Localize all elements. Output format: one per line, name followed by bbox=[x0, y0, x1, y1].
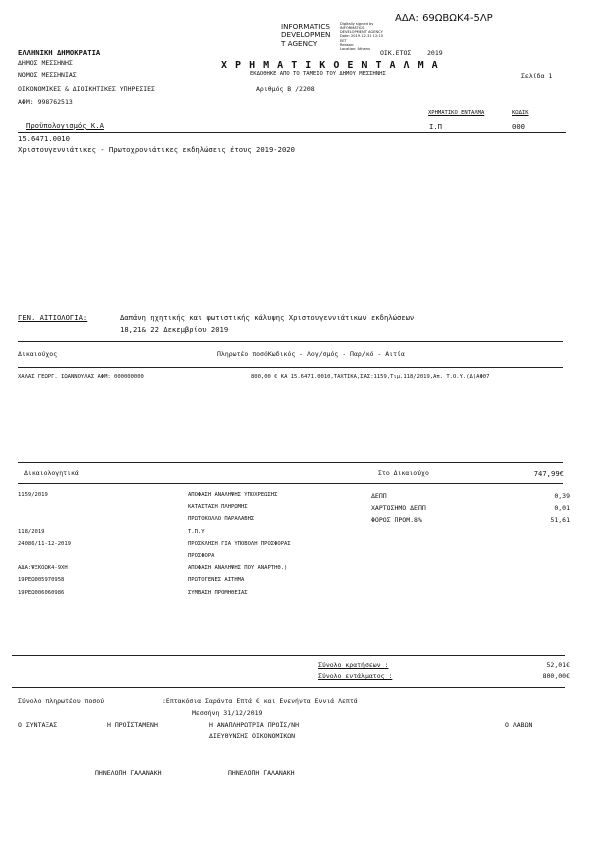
aitiologia-line-2: 18,21& 22 Δεκεμβρίου 2019 bbox=[120, 325, 229, 334]
deduction-label: ΔΕΠΠ bbox=[371, 492, 387, 500]
sig-line: Reason: bbox=[340, 42, 355, 47]
sig-line: Location: Athens bbox=[340, 46, 370, 51]
signatory-name-2: ΠΗΝΕΛΟΠΗ ΓΑΛΑΝΑΚΗ bbox=[228, 769, 295, 777]
logo-line-3: T AGENCY bbox=[281, 38, 318, 48]
deduction-value: 51,61 bbox=[550, 516, 570, 524]
budget-col1-value: Ι.Π bbox=[429, 122, 442, 131]
aitiologia-label: ΓΕΝ. ΑΙΤΙΟΛΟΓΙΑ: bbox=[18, 313, 88, 322]
payee-amount-details: 800,00 € ΚΑ 15.6471.0010,ΤΑΧΤΙΚΑ,ΣΑΣ:1159,Τιμ.118/2019,Απ. Τ.Ο.Υ.(Δ)ΑΦ07 bbox=[251, 374, 490, 380]
republic-title: ΕΛΛΗΝΙΚΗ ΔΗΜΟΚΡΑΤΙΑ bbox=[18, 48, 101, 57]
deduction-label: ΦΟΡΟΣ ΠΡΟΜ.8% bbox=[371, 516, 422, 524]
divider bbox=[12, 655, 565, 656]
warrant-total-label: Σύνολο εντάλματος : bbox=[318, 672, 393, 680]
place-date: Μεσσήνη 31/12/2019 bbox=[192, 709, 263, 717]
docs-header: Δικαιολογητικά bbox=[24, 469, 79, 477]
issued-by: ΕΚΔΟΘΗΚΕ ΑΠΟ ΤΟ ΤΑΜΕΙΟ ΤΟΥ ΔΗΜΟΥ ΜΕΣΣΗΝΗΣ bbox=[250, 71, 386, 77]
logo-line-1: INFORMATICS bbox=[281, 22, 330, 31]
divider bbox=[18, 483, 563, 484]
divider bbox=[18, 341, 563, 342]
fiscal-year-value: 2019 bbox=[427, 49, 443, 57]
sig-line: EET bbox=[340, 38, 347, 43]
services: ΟΙΚΟΝΟΜΙΚΕΣ & ΔΙΟΙΚΗΤΙΚΕΣ ΥΠΗΡΕΣΙΕΣ bbox=[18, 85, 155, 93]
page-number: Σελίδα 1 bbox=[521, 72, 553, 80]
doc-ref: ΑΔΑ:ΨΞΚΟΩΚ4-9ΧΗ bbox=[18, 565, 68, 571]
doc-ref: 19ΡΕΩ006060986 bbox=[18, 590, 65, 596]
doc-type: ΚΑΤΑΣΤΑΣΗ ΠΛΗΡΩΜΗΣ bbox=[188, 504, 248, 510]
divider bbox=[18, 132, 566, 133]
fiscal-year-label: ΟΙΚ.ΕΤΟΣ bbox=[380, 49, 412, 57]
deductions-total-label: Σύνολο κρατήσεων : bbox=[318, 661, 389, 669]
ada-code: ΑΔΑ: 69ΩΒΩΚ4-5ΛΡ bbox=[395, 13, 493, 24]
head-title: Η ΠΡΟΪΣΤΑΜΕΝΗ bbox=[107, 721, 158, 729]
finance-directorate: ΔΙΕΥΘΥΝΣΗΣ ΟΙΚΟΝΟΜΙΚΩΝ bbox=[209, 732, 296, 740]
signature-logo bbox=[281, 23, 330, 48]
doc-ref: 24086/11-12-2019 bbox=[18, 541, 71, 547]
doc-type: ΠΡΟΣΦΟΡΑ bbox=[188, 553, 215, 559]
municipality: ΔΗΜΟΣ ΜΕΣΣΗΝΗΣ bbox=[18, 59, 73, 67]
doc-type: ΠΡΩΤΟΚΟΛΛΟ ΠΑΡΑΛΑΒΗΣ bbox=[188, 516, 255, 522]
document-number: Αριθμός Β /2208 bbox=[256, 85, 315, 93]
compiler-title: Ο ΣΥΝΤΑΞΑΣ bbox=[18, 721, 58, 729]
prefecture: ΝΟΜΟΣ ΜΕΣΣΗΝΙΑΣ bbox=[18, 71, 77, 79]
afm: ΑΦΜ: 998762513 bbox=[18, 98, 73, 106]
amount-words-value: :Επτακόσια Σαράντα Επτά € και Ενενήντα Εννιά Λεπτά bbox=[162, 697, 358, 705]
divider bbox=[18, 367, 563, 368]
budget-label: Προϋπολογισμός Κ.Α bbox=[26, 121, 104, 130]
col-header-entalma: ΧΡΗΜΑΤΙΚΟ ΕΝΤΑΛΜΑ bbox=[428, 110, 485, 116]
to-payee-amount: 747,99€ bbox=[533, 469, 564, 478]
warrant-total-value: 800,00€ bbox=[542, 672, 570, 680]
deputy-head-title: Η ΑΝΑΠΛΗΡΩΤΡΙΑ ΠΡΟΪΣ/ΝΗ bbox=[209, 721, 300, 729]
sig-line: Digitally signed by bbox=[340, 22, 374, 26]
doc-type: ΠΡΟΣΚΛΗΣΗ ΓΙΑ ΥΠΟΒΟΛΗ ΠΡΟΣΦΟΡΑΣ bbox=[188, 541, 291, 547]
deduction-value: 0,01 bbox=[554, 504, 570, 512]
doc-type: ΑΠΟΦΑΣΗ ΑΝΑΛΗΨΗΣ ΠΟΥ ΑΝΑΡΤΗΘ.) bbox=[188, 565, 288, 571]
sig-line: Date: 2019.12.31 12:15 bbox=[340, 34, 384, 39]
doc-type: ΣΥΜΒΑΣΗ ΠΡΟΜΗΘΕΙΑΣ bbox=[188, 590, 248, 596]
sig-line: DEVELOPMENT AGENCY bbox=[340, 30, 383, 35]
budget-code: 15.6471.0010 bbox=[18, 134, 70, 143]
to-payee-label: Στο Δικαιούχο bbox=[378, 469, 429, 477]
col-header-kodik: ΚΩΔΙΚ bbox=[512, 110, 529, 116]
recipient-title: Ο ΛΑΒΩΝ bbox=[505, 721, 533, 729]
budget-description: Χριστουγεννιάτικες - Πρωτοχρονιάτικες εκδηλώσεις έτους 2019-2020 bbox=[18, 145, 295, 154]
logo-line-2: DEVELOPMEN bbox=[281, 30, 331, 40]
doc-type: ΑΠΟΦΑΣΗ ΑΝΑΛΗΨΗΣ ΥΠΟΧΡΕΩΣΗΣ bbox=[188, 492, 278, 498]
doc-ref: 19ΡΕΩ005970958 bbox=[18, 577, 65, 583]
deduction-label: ΧΑΡΤΟΣΗΜΟ ΔΕΠΠ bbox=[371, 504, 426, 512]
aitiologia-line-1: Δαπάνη ηχητικής και φωτιστικής κάλυψης Χριστουγεννιάτικων εκδηλώσεων bbox=[120, 313, 415, 322]
divider bbox=[12, 687, 565, 688]
doc-type: Τ.Π.Υ bbox=[188, 529, 205, 535]
deduction-value: 0,39 bbox=[554, 492, 570, 500]
amount-words-label: Σύνολο πληρωτέου ποσού bbox=[18, 697, 105, 705]
signatory-name-1: ΠΗΝΕΛΟΠΗ ΓΑΛΑΝΑΚΗ bbox=[95, 769, 162, 777]
payee-col-header: Δικαιούχος bbox=[18, 350, 58, 358]
budget-col2-value: 000 bbox=[512, 122, 525, 131]
doc-type: ΠΡΩΤΟΓΕΝΕΣ ΑΙΤΗΜΑ bbox=[188, 577, 245, 583]
payee-name: ΧΑΛΑΣ ΓΕΩΡΓ. ΙΩΑΝΝΟΥΛΑΣ ΑΦΜ: 000000000 bbox=[18, 374, 144, 380]
deductions-total-value: 52,01€ bbox=[546, 661, 570, 669]
doc-ref: 1159/2019 bbox=[18, 492, 48, 498]
document-title: Χ Ρ Η Μ Α Τ Ι Κ Ο Ε Ν Τ Α Λ Μ Α bbox=[221, 60, 439, 71]
amount-col-header: Πληρωτέο ποσόΚωδικός - Λογ/σμός - Παρ/κό - Αιτία bbox=[217, 350, 405, 358]
digital-signature-text bbox=[340, 22, 383, 51]
doc-ref: 118/2019 bbox=[18, 529, 45, 535]
divider bbox=[18, 462, 563, 463]
sig-line: INFORMATICS bbox=[340, 26, 365, 31]
